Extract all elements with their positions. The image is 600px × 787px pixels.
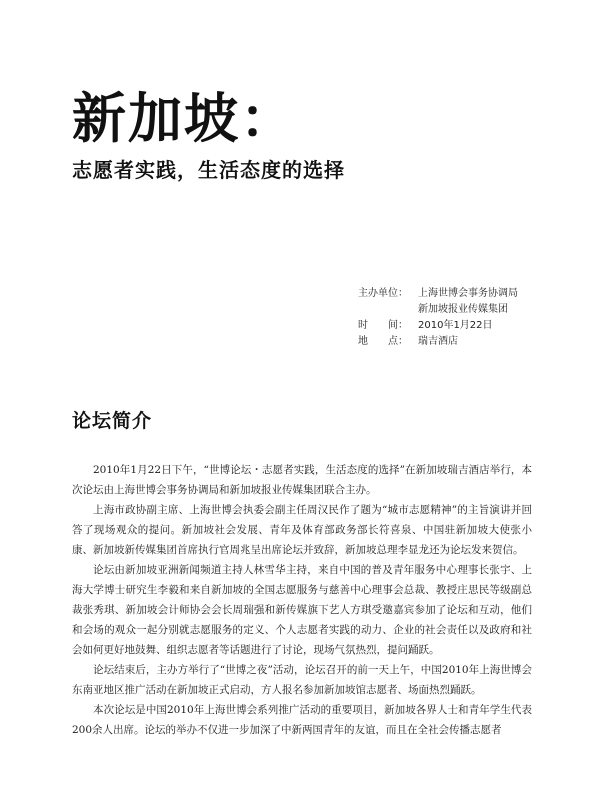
organizer-name: 上海世博会事务协调局 [418,288,518,299]
paragraph: 本次论坛是中国2010年上海世博会系列推广活动的重要项目，新加坡各界人士和青年学生代表200余人出席。论坛的举办不仅进一步加深了中新两国青年的友谊，而且在全社会传播志愿者 [72,704,532,736]
time-row [358,318,518,334]
section-title: 论坛简介 [72,410,153,432]
paragraph: 论坛由新加坡亚洲新闻频道主持人林雪华主持，来自中国的普及青年服务中心理事长张宇、上海大学博士研究生李毅和来自新加坡的全国志愿服务与慈善中心理事会总裁、教授庄思民等级副总裁张秀琪、新加坡会计师协会会长周瑞强和新传媒旗下艺人方琪受邀嘉宾参加了论坛和互动，他们和会场的观众一起分别就志愿服务的定义、个人志愿者实践的动力、企业的社会责任以及政府和社会如何更好地鼓舞、组织志愿者等话题进行了讨论，现场气氛热烈，提问踊跃。 [72,564,532,656]
event-meta [358,286,518,350]
paragraph: 论坛结束后，主办方举行了“世博之夜”活动，论坛召开的前一天上午，中国2010年上海世博会东南亚地区推广活动在新加坡正式启动，方人报名参加新加坡馆志愿者、场面热烈踊跃。 [72,664,532,696]
paragraph: 2010年1月22日下午，“世博论坛・志愿者实践，生活态度的选择”在新加坡瑞吉酒店举行，本次论坛由上海世博会事务协调局和新加坡报业传媒集团联合主办。 [72,464,532,496]
venue-row [358,334,518,350]
venue-label: 地 点： [358,336,408,347]
main-title: 新加坡： [72,86,296,150]
paragraph: 上海市政协副主席、上海世博会执委会副主任周汉民作了题为“城市志愿精神”的主旨演讲并回答了现场观众的提问。新加坡社会发展、青年及体育部政务部长符喜泉、中国驻新加坡大使张小康、新加坡新传媒集团首席执行官周兆呈出席论坛并致辞，新加坡总理李显龙还为论坛发来贺信。 [72,504,532,556]
venue-value: 瑞吉酒店 [418,336,458,347]
time-label: 时 间： [358,320,408,331]
organizer-list [418,286,518,318]
time-value: 2010年1月22日 [418,320,493,331]
organizer-name: 新加坡报业传媒集团 [418,304,508,315]
organizer-row [358,286,518,318]
body-text [72,460,532,740]
subtitle: 志愿者实践，生活态度的选择 [72,158,345,182]
organizer-label: 主办单位： [358,288,408,299]
